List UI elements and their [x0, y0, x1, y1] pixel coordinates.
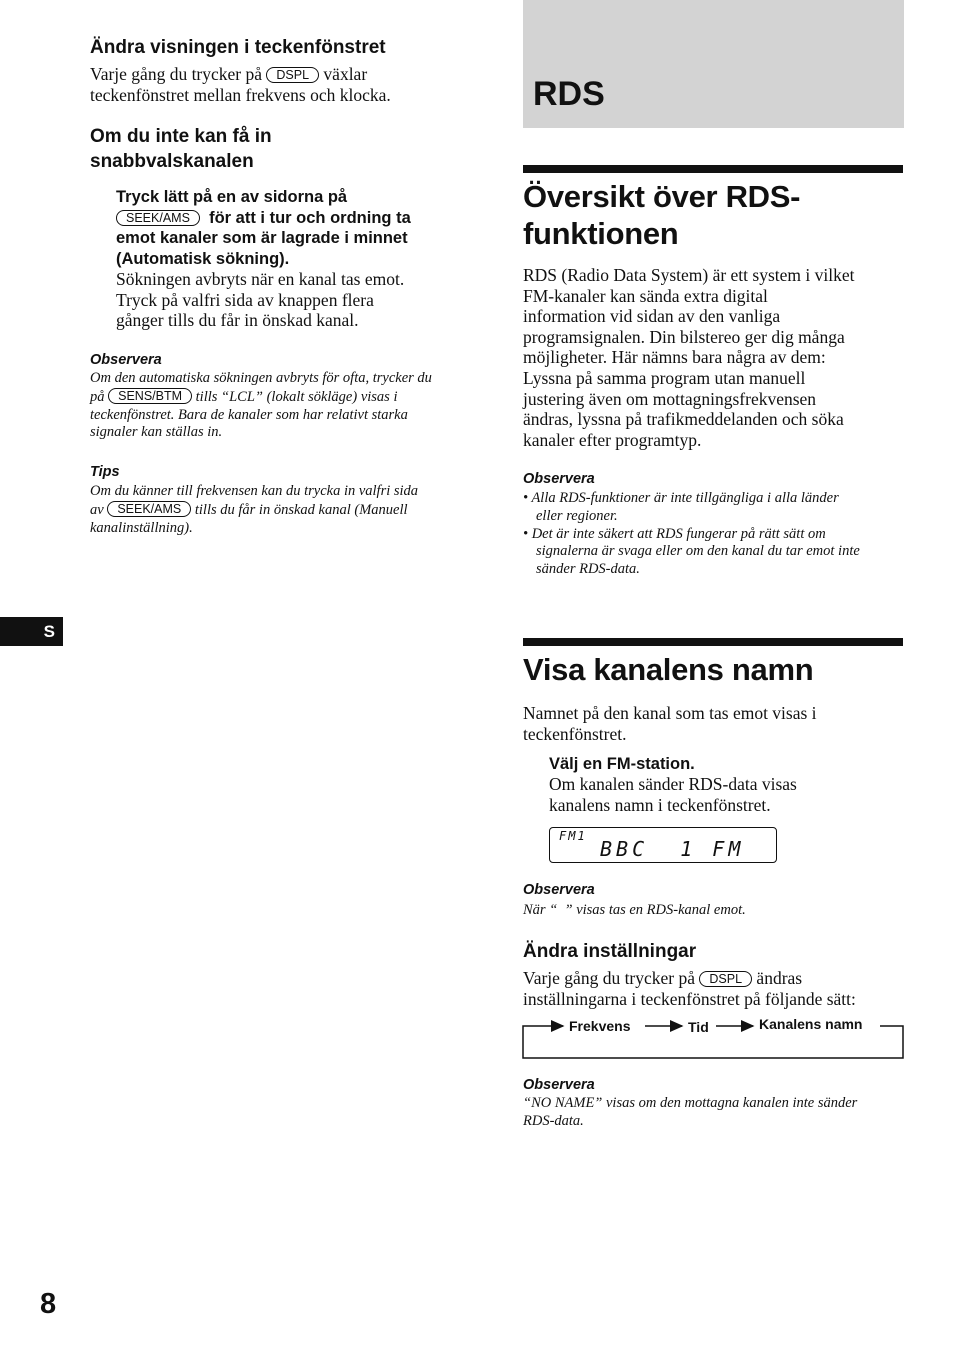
- channel-step-body: [549, 774, 797, 815]
- tips-text: [90, 483, 418, 537]
- text-span: ändras: [756, 968, 803, 988]
- flow-step-kanalens-namn: Kanalens namn: [759, 1016, 863, 1032]
- text-span: inställningarna i teckenfönstret på följande sätt:: [523, 988, 856, 1009]
- text-span: växlar: [323, 64, 368, 84]
- lcd-text: BBC 1 FM: [600, 837, 745, 861]
- paragraph-line: Lyssna på samma program utan manuell: [523, 367, 806, 388]
- title-line: Översikt över RDS-: [523, 179, 801, 214]
- step-line: Tryck lätt på en av sidorna på: [116, 188, 348, 206]
- overview-paragraph: [523, 265, 854, 450]
- paragraph-line: FM-kanaler kan sända extra digital: [523, 285, 768, 306]
- note-line: RDS-data.: [523, 1112, 584, 1129]
- dspl-key: DSPL: [266, 67, 319, 83]
- paragraph-line: programsignalen. Din bilstereo ger dig många: [523, 326, 845, 347]
- paragraph-line: RDS (Radio Data System) är ett system i vilket: [523, 265, 855, 285]
- body-line: Tryck på valfri sida av knappen flera: [116, 289, 374, 310]
- title-line: Om du inte kan få in: [90, 126, 272, 147]
- chapter-title: RDS: [533, 75, 605, 113]
- language-tab: S: [0, 617, 63, 646]
- note-bullet-line: • Det är inte säkert att RDS fungerar på rätt sätt om: [523, 525, 826, 542]
- step-instruction: [116, 187, 411, 269]
- lcd-band: FM1: [559, 829, 587, 843]
- note-bullet-line: • Alla RDS-funktioner är inte tillgängliga i alla länder: [523, 490, 839, 506]
- paragraph-line: justering även om mottagningsfrekvensen: [523, 388, 817, 409]
- paragraph-line: ändras, lyssna på trafikmeddelanden och söka: [523, 409, 844, 430]
- tips-line: kanalinställning).: [90, 519, 193, 536]
- note-line: Om den automatiska sökningen avbryts för ofta, trycker du: [90, 370, 432, 386]
- step-line: (Automatisk sökning).: [116, 249, 290, 268]
- seek-ams-key: SEEK/AMS: [116, 210, 200, 226]
- note-bullet-line: signalerna är svaga eller om den kanal du tar emot inte: [536, 543, 860, 560]
- sens-btm-key: SENS/BTM: [108, 388, 192, 404]
- step-body-line: Om kanalen sänder RDS-data visas: [549, 774, 797, 794]
- tips-line: tills du får in önskad kanal (Manuell: [194, 501, 408, 518]
- flow-step-tid: Tid: [688, 1019, 709, 1035]
- paragraph-line: information vid sidan av den vanliga: [523, 306, 781, 327]
- step-body-line: kanalens namn i teckenfönstret.: [549, 794, 771, 815]
- paragraph-line: kanaler efter programtyp.: [523, 429, 702, 450]
- overview-title: [523, 178, 800, 252]
- note-text: [90, 370, 432, 442]
- flow-step-frekvens: Frekvens: [569, 1018, 631, 1034]
- intro-line: teckenfönstret.: [523, 723, 627, 744]
- overview-note-heading: Observera: [523, 471, 595, 487]
- seek-ams-key: SEEK/AMS: [107, 501, 191, 517]
- channel-note-heading: Observera: [523, 882, 595, 898]
- note-line: signaler kan ställas in.: [90, 424, 223, 441]
- note-line: tills “LCL” (lokalt sökläge) visas i: [195, 388, 398, 405]
- note-line: “NO NAME” visas om den mottagna kanalen inte sänder: [523, 1095, 858, 1111]
- lcd-display: [549, 827, 777, 863]
- step-line: för att i tur och ordning ta: [209, 208, 411, 227]
- note-line: teckenfönstret. Bara de kanaler som har relativt starka: [90, 406, 408, 423]
- page-number: 8: [40, 1288, 57, 1320]
- section-text-display: [90, 64, 391, 105]
- tips-line: av: [90, 501, 104, 518]
- settings-text: [523, 968, 856, 1009]
- note-bullet-line: eller regioner.: [536, 507, 618, 524]
- title-line: funktionen: [523, 216, 679, 251]
- note-heading: Observera: [90, 352, 162, 368]
- text-span: Varje gång du trycker på: [523, 968, 696, 988]
- step-body: [116, 269, 404, 331]
- section-rule: [523, 638, 903, 646]
- tips-line: Om du känner till frekvensen kan du trycka in valfri sida: [90, 483, 419, 499]
- section-rule: [523, 165, 903, 173]
- intro-line: Namnet på den kanal som tas emot visas i: [523, 703, 817, 723]
- note-bullet-line: sänder RDS-data.: [536, 561, 640, 578]
- dspl-key: DSPL: [699, 971, 752, 987]
- overview-note-bullets: [523, 490, 860, 579]
- text-span: teckenfönstret mellan frekvens och klocka.: [90, 84, 391, 105]
- body-line: gånger tills du får in önskad kanal.: [116, 310, 359, 331]
- settings-note-text: [523, 1095, 857, 1131]
- settings-note-heading: Observera: [523, 1077, 595, 1093]
- section-title-display: Ändra visningen i teckenfönstret: [90, 37, 386, 58]
- note-line: på: [90, 388, 105, 405]
- channel-step: Välj en FM-station.: [549, 755, 695, 773]
- paragraph-line: möjligheter. Här nämns bara några av dem:: [523, 347, 826, 368]
- body-line: Sökningen avbryts när en kanal tas emot.: [116, 269, 405, 289]
- section-title-preset: [90, 124, 272, 174]
- channel-note-text: När “ ” visas tas en RDS-kanal emot.: [523, 902, 746, 918]
- text-span: Varje gång du trycker på: [90, 64, 263, 84]
- tips-heading: Tips: [90, 464, 120, 480]
- channel-name-intro: [523, 703, 817, 744]
- settings-title: Ändra inställningar: [523, 941, 697, 962]
- title-line: snabbvalskanalen: [90, 151, 254, 172]
- step-line: emot kanaler som är lagrade i minnet: [116, 229, 408, 248]
- channel-name-title: Visa kanalens namn: [523, 652, 814, 687]
- chapter-header-band: [523, 0, 904, 128]
